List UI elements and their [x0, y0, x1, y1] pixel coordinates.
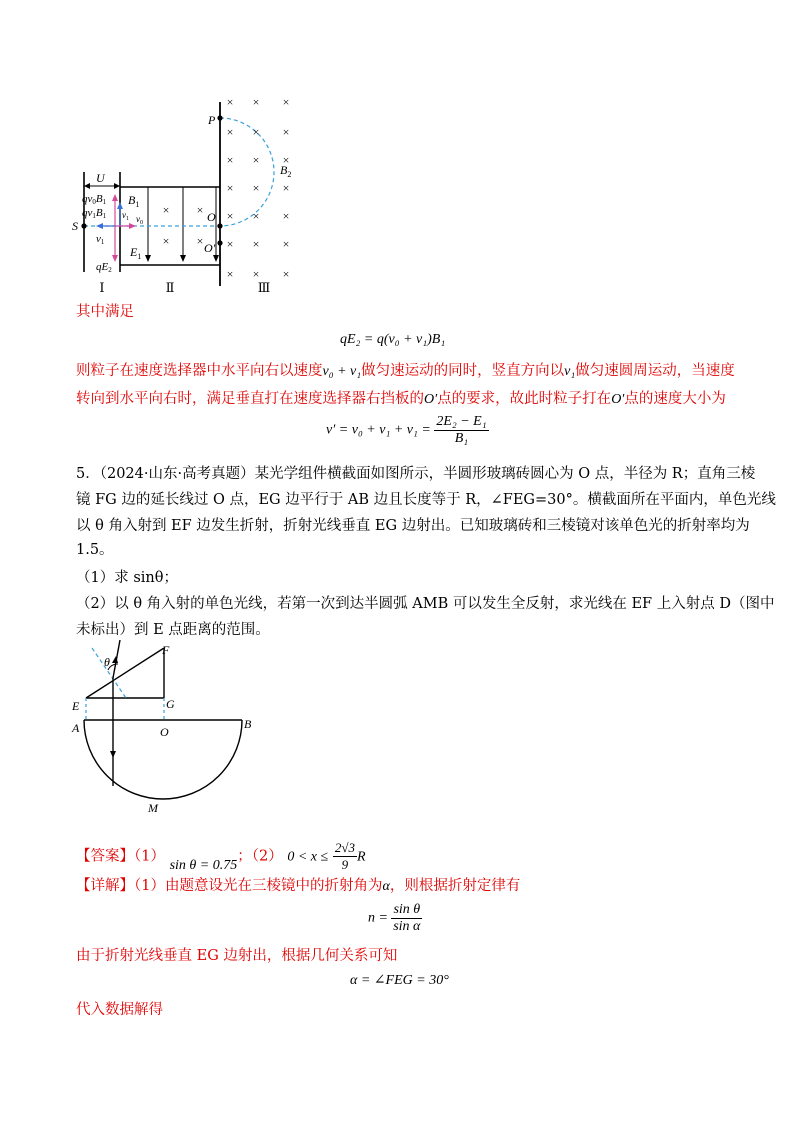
cross-mark: ×: [252, 153, 260, 167]
question-5-line-1: 5．（2024·山东·高考真题）某光学组件横截面如图所示，半圆形玻璃砖圆心为 O 点，半径为 R；直角三棱: [76, 466, 756, 482]
svg-text:B2: [280, 163, 291, 179]
answer-label: 【答案】: [76, 848, 134, 865]
label-F: F: [162, 643, 170, 657]
detail-line-2: 由于折射光线垂直 EG 边射出，根据几何关系可知: [76, 948, 398, 964]
svg-text:E1: [129, 245, 141, 261]
para1-line2-c: 点的速度大小为: [624, 391, 726, 407]
cross-mark: ×: [226, 95, 234, 109]
cross-mark: ×: [162, 203, 170, 217]
figure-optical-prism: [70, 640, 270, 820]
label-E: E: [72, 699, 80, 713]
cross-mark: ×: [196, 203, 204, 217]
para1-line2-math1: O′: [424, 392, 438, 407]
region-label-III: Ⅲ: [257, 280, 271, 295]
cross-mark: ×: [282, 267, 290, 281]
cross-mark: ×: [226, 153, 234, 167]
label-O: O: [207, 210, 216, 224]
answer-line: [76, 840, 366, 873]
paragraph-line-2: [76, 389, 726, 410]
svg-text:v0: [136, 214, 143, 226]
figure-velocity-selector: [70, 90, 310, 300]
eq2-numerator: 2E₂ − E₁: [436, 414, 487, 429]
para1-line1-c: 做匀速圆周运动，当速度: [575, 363, 735, 379]
eq3-lhs: n =: [368, 910, 388, 926]
detail-line-1-math: α: [382, 879, 390, 894]
label-A: A: [72, 721, 80, 735]
label-P: P: [208, 113, 216, 127]
label-qv0B1-tail-sub: 1: [102, 198, 107, 206]
cross-mark: ×: [282, 153, 290, 167]
label-v0: v: [136, 214, 140, 224]
label-qv1B1-tail-sub: 1: [102, 212, 107, 220]
eq2-lhs: v′ = v₀ + v₁ + v₁ =: [326, 422, 431, 438]
detail-line-1-tail: ，则根据折射定律有: [389, 878, 521, 894]
question-5-line-4: 1.5。: [76, 542, 114, 558]
cross-mark: ×: [282, 237, 290, 251]
label-B: B: [244, 717, 252, 731]
detail-label: 【详解】: [76, 878, 134, 894]
cross-mark: ×: [252, 237, 260, 251]
label-E1: E: [130, 245, 138, 259]
eq2-denominator: B₁: [454, 431, 469, 446]
label-B1: B: [128, 193, 136, 207]
label-B2: B: [280, 163, 288, 177]
cross-mark: ×: [282, 125, 290, 139]
region-label-II: Ⅱ: [165, 280, 175, 295]
question-5-part-1: （1）求 sinθ；: [76, 570, 178, 586]
svg-text:v1: [122, 210, 129, 222]
cross-mark: ×: [252, 209, 260, 223]
equation-refraction: [368, 902, 422, 935]
cross-mark: ×: [282, 209, 290, 223]
cross-mark: ×: [226, 181, 234, 195]
label-S: S: [72, 219, 78, 233]
label-v1-up-sub: 1: [126, 216, 129, 222]
answer-part-2-math: 0 < x ≤: [287, 849, 329, 865]
para1-line1-math1: v₀ + v₁: [322, 364, 362, 379]
answer-part-1-math: sin θ = 0.75: [169, 857, 238, 873]
label-qv1B1-tail: B: [95, 207, 103, 219]
cross-mark: ×: [252, 95, 260, 109]
para1-line1-math2: v₁: [564, 364, 576, 379]
region-label-I: Ⅰ: [99, 280, 105, 295]
label-qE2-sub: 2: [108, 266, 112, 274]
label-O-prime: O': [204, 241, 216, 255]
label-qE2: qE: [96, 261, 109, 273]
question-5-part-2-line-2: 未标出）到 E 点距离的范围。: [76, 622, 270, 638]
para1-line2-math2: O′: [611, 392, 625, 407]
cross-mark: ×: [252, 267, 260, 281]
label-qv0B1-sub: 0: [92, 198, 96, 206]
label-v1-up: v: [122, 210, 126, 220]
label-v0-sub: 0: [140, 220, 143, 226]
answer-part-1-label: （1）: [134, 848, 165, 865]
label-v1-left-sub: 1: [100, 238, 105, 246]
cross-mark: ×: [252, 125, 260, 139]
label-qv1B1-sub: 1: [92, 212, 96, 220]
detail-line-3: 代入数据解得: [76, 1002, 163, 1018]
svg-text:v1: [96, 233, 105, 246]
para1-line1-b: 做匀速运动的同时，竖直方向以: [361, 363, 565, 379]
svg-text:qv1B1: [82, 207, 107, 220]
para1-line2-a: 转向到水平向右时，满足垂直打在速度选择器右挡板的: [76, 391, 424, 407]
detail-line-1: [76, 876, 520, 897]
equation-v-prime: [326, 414, 489, 447]
label-E1-sub: 1: [137, 252, 142, 261]
eq3-denominator: sin α: [393, 919, 421, 934]
label-v1-left: v: [96, 233, 101, 245]
cross-mark: ×: [226, 237, 234, 251]
equation-qE2: qE₂ = q(v₀ + v₁)B₁: [340, 332, 446, 347]
question-5-line-2: 镜 FG 边的延长线过 O 点，EG 边平行于 AB 边且长度等于 R，∠FEG=30°。横截面所在平面内，单色光线: [76, 492, 776, 508]
label-theta: θ: [104, 655, 110, 669]
label-M: M: [148, 801, 158, 815]
cross-mark: ×: [226, 125, 234, 139]
answer-part-2-denominator: 9: [341, 857, 349, 872]
label-B2-sub: 2: [287, 170, 292, 179]
cross-mark: ×: [282, 181, 290, 195]
label-U: U: [96, 171, 105, 185]
cross-mark: ×: [226, 267, 234, 281]
paragraph-line-1: [76, 361, 735, 382]
label-qv1B1: qv: [82, 207, 93, 219]
svg-text:B1: [128, 193, 139, 209]
equation-alpha: α = ∠FEG = 30°: [350, 973, 449, 988]
cross-mark: ×: [252, 181, 260, 195]
cross-mark: ×: [282, 95, 290, 109]
question-5-line-3: 以 θ 角入射到 EF 边发生折射，折射光线垂直 EG 边射出。已知玻璃砖和三棱镜对该单色光的折射率均为: [76, 518, 750, 534]
para1-line2-b: 点的要求，故此时粒子打在: [437, 391, 612, 407]
label-O: O: [160, 725, 169, 739]
svg-text:qv0B1: [82, 193, 107, 206]
condition-intro: 其中满足: [76, 304, 134, 320]
para1-line1-a: 则粒子在速度选择器中水平向右以速度: [76, 363, 323, 379]
label-B1-sub: 1: [135, 200, 140, 209]
detail-line-1-text: （1）由题意设光在三棱镜中的折射角为: [134, 878, 383, 894]
question-5-part-2-line-1: （2）以 θ 角入射的单色光线，若第一次到达半圆弧 AMB 可以发生全反射，求光线在 EF 上入射点 D（图中: [76, 596, 775, 612]
cross-mark: ×: [162, 234, 170, 248]
answer-part-2-numerator: 2√3: [334, 840, 355, 855]
label-qv0B1-tail: B: [95, 193, 103, 205]
label-qv0B1: qv: [82, 193, 93, 205]
answer-separator: ；（2）: [237, 848, 283, 865]
answer-part-2-tail: R: [356, 849, 366, 865]
eq3-numerator: sin θ: [393, 902, 421, 917]
label-G: G: [166, 697, 175, 711]
cross-mark: ×: [226, 209, 234, 223]
cross-mark: ×: [196, 234, 204, 248]
svg-text:qE2: [96, 261, 112, 274]
